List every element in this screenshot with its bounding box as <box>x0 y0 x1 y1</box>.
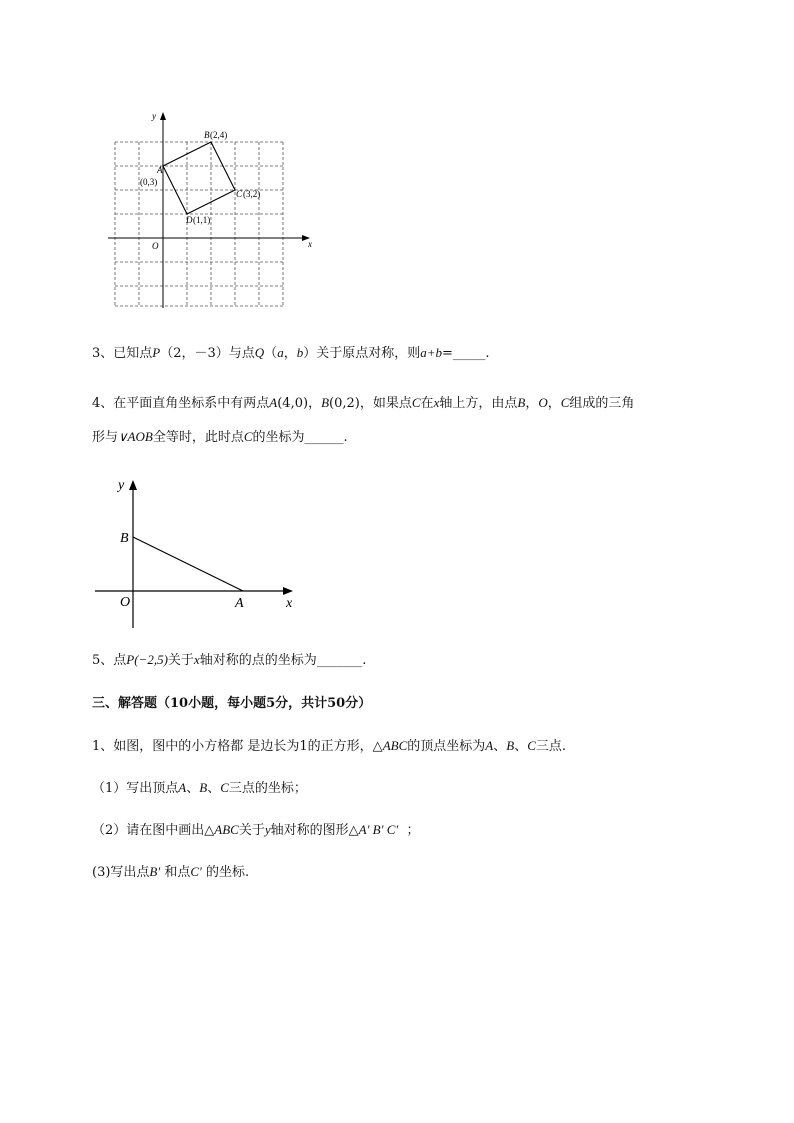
x-axis-label: x <box>286 596 293 611</box>
quadrilateral-abcd <box>163 142 235 214</box>
point-d-coord: (1,1) <box>193 215 211 225</box>
point-d-label: D <box>186 215 193 225</box>
point-a-coord: (0,3) <box>140 177 158 187</box>
problem-1-part-2: （2）请在图中画出△ABC关于y轴对称的图形△A′ B′ C′ ； <box>92 822 420 838</box>
problem-1-stem: 1、如图，图中的小方格都 是边长为1的正方形，△ABC的顶点坐标为A、B、C三点. <box>92 738 567 754</box>
y-axis-label: y <box>118 478 125 493</box>
question-4-line-1: 4、在平面直角坐标系中有两点A(4,0)，B(0,2)，如果点C在x轴上方，由点B，O，C组成的三角 <box>92 395 635 411</box>
point-c-coord: (3,2) <box>243 189 261 199</box>
point-b-label: B <box>204 130 210 140</box>
x-axis-label: x <box>308 239 312 249</box>
x-axis-arrow <box>283 587 293 595</box>
point-a-label: A <box>157 165 163 175</box>
point-a-label: A <box>235 596 244 611</box>
origin-label: O <box>120 595 131 610</box>
grid-figure-svg <box>100 100 330 315</box>
origin-label: O <box>152 241 159 251</box>
point-b-label: B <box>120 531 129 546</box>
triangle-figure-svg <box>90 470 310 635</box>
y-axis-arrow <box>129 480 137 490</box>
question-4-line-2: 形与∨AOB全等时，此时点C的坐标为______. <box>92 429 348 445</box>
figure-triangle-aob <box>90 470 310 635</box>
question-5: 5、点P(−2,5)关于x轴对称的点的坐标为_______. <box>92 652 367 668</box>
y-axis-arrow <box>160 112 166 120</box>
point-b-coord: (2,4) <box>210 130 228 140</box>
point-c-label: C <box>236 189 243 199</box>
problem-1-part-1: （1）写出顶点A、B、C三点的坐标； <box>92 780 307 796</box>
question-3: 3、已知点P（2，－3）与点Q（a，b）关于原点对称，则a+b=_____. <box>92 345 490 361</box>
y-axis-label: y <box>152 111 156 121</box>
section-3-heading: 三、解答题（10小题，每小题5分，共计50分） <box>92 696 372 711</box>
problem-1-part-3: (3)写出点B′ 和点C′ 的坐标. <box>92 864 250 880</box>
figure-grid-quadrilateral <box>100 100 330 315</box>
segment-ba <box>133 537 243 591</box>
